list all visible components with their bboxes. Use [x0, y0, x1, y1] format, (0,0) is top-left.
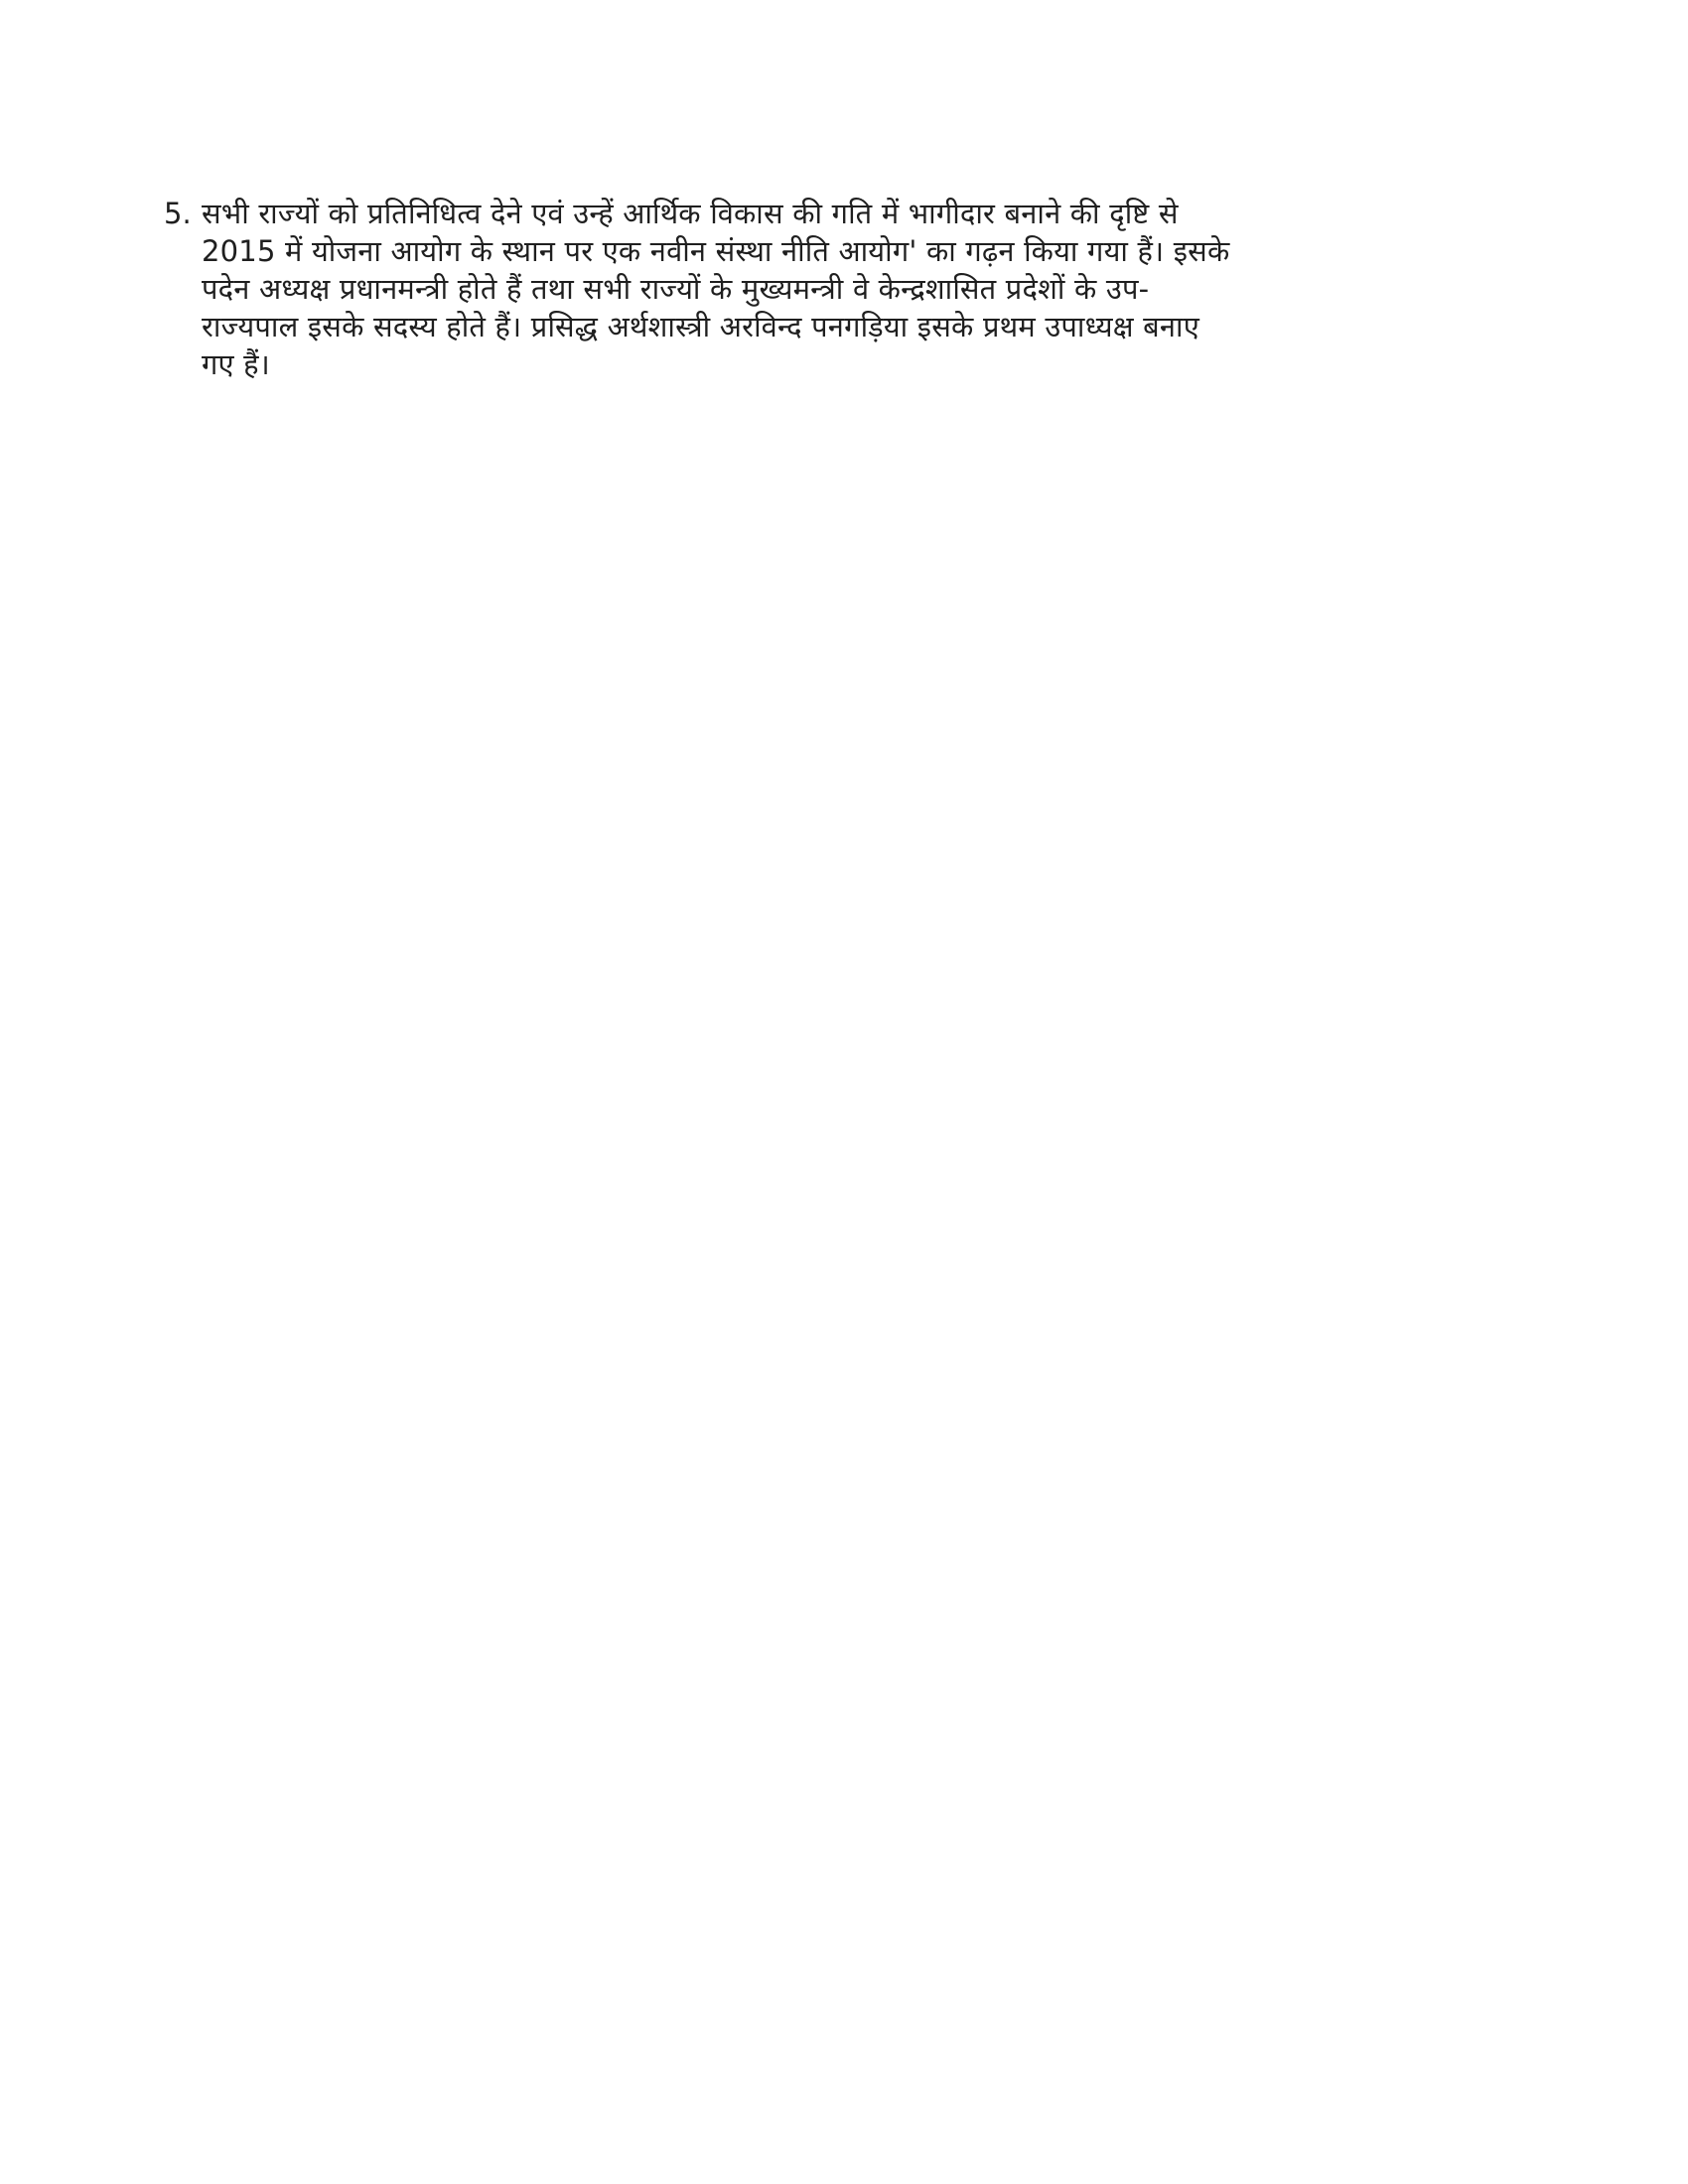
- paragraph-line-5: गए हैं।: [202, 347, 270, 381]
- list-item-number: 5.: [164, 197, 192, 230]
- paragraph-line-3: पदेन अध्यक्ष प्रधानमन्त्री होते हैं तथा सभी राज्यों के मुख्यमन्त्री वे केन्द्रशासित प्रदेशों के उप-: [202, 272, 1150, 306]
- paragraph: [202, 195, 1549, 383]
- paragraph-line-2: 2015 में योजना आयोग के स्थान पर एक नवीन संस्था नीति आयोग' का गढ़न किया गया हैं। इसके: [202, 234, 1230, 268]
- paragraph-line-1: सभी राज्यों को प्रतिनिधित्व देने एवं उन्हें आर्थिक विकास की गति में भागीदार बनाने की दृष्टि से: [202, 197, 1179, 230]
- paragraph-line-4: राज्यपाल इसके सदस्य होते हैं। प्रसिद्ध अर्थशास्त्री अरविन्द पनगड़िया इसके प्रथम उपाध्यक्ष बनाए: [202, 310, 1199, 343]
- list-item-5: [164, 195, 1549, 383]
